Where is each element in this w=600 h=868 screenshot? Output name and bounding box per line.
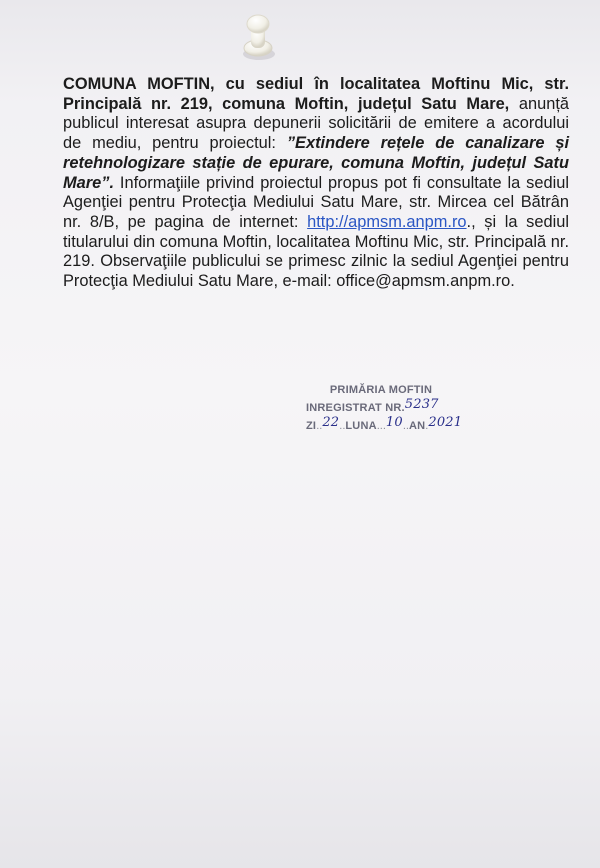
stamp-registered-number: 5237 (404, 397, 439, 412)
stamp-date-row: ZI..22..LUNA...10..AN.2021 (306, 415, 463, 432)
public-notice (63, 75, 569, 292)
stamp-institution: PRIMĂRIA MOFTIN (329, 384, 433, 396)
notice-text-2: Informaţiile privind proiectul propus pot fi consultate la sediul Agenţiei pentru Protecţia Mediului Satu Mare, str. Mircea cel Bătrân nr. 8/B, pe pagina de internet: (63, 173, 569, 231)
push-pin-icon (236, 8, 280, 62)
stamp-year-value: 2021 (428, 415, 463, 430)
stamp-year-label: AN (409, 420, 426, 432)
project-title: ”Extindere rețele de canalizare și retehnologizare stație de epurare, comuna Moftin, județul Satu Mare”. (63, 134, 569, 192)
stamp-day-value: 22 (322, 415, 340, 430)
registration-stamp (306, 381, 463, 435)
notice-text-1: anunță publicul interesat asupra depunerii solicitării de emitere a acordului de mediu, pentru proiectul: (63, 94, 570, 153)
notice-text-3: ., și la sediul titularului din comuna Moftin, localitatea Moftinu Mic, str. Principală nr. 219. Observaţiile publicului se primesc zilnic la sediul Agenţiei pentru Protecţia Mediului Satu Mare, e-mail: office@apmsm.anpm.ro. (63, 212, 569, 291)
website-link[interactable]: http://apmsm.anpm.ro (307, 212, 467, 231)
stamp-month-value: 10 (385, 415, 403, 430)
stamp-day-label: ZI (306, 420, 317, 432)
stamp-registered-label: INREGISTRAT NR. (306, 402, 405, 414)
stamp-month-label: LUNA (345, 420, 377, 432)
notice-bold-intro: COMUNA MOFTIN, cu sediul în localitatea Moftinu Mic, str. Principală nr. 219, comuna Moftin, județul Satu Mare, (63, 75, 569, 113)
